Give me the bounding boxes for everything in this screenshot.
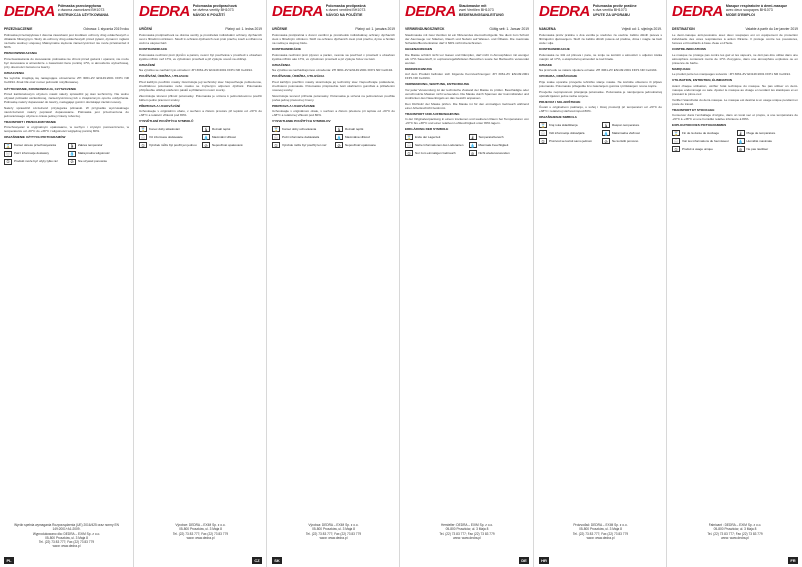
page-divider bbox=[666, 0, 667, 567]
pictogram-item bbox=[737, 138, 799, 144]
section-text: Staubmaske mit zwei Ventilen ist ein filtrierendes Atemschutzgerät. Sie dient zum Schutz der Atemwege vor Stäuben, Rauch und Nebeln auf Wasser- und Ölbasis. Die maximale Schadstoffkonzentration darf 4 NDS nicht überschreiten. bbox=[405, 33, 529, 46]
intro-title: URČENÍ bbox=[139, 27, 152, 31]
manufacturer-line: www: www.dedra.pl bbox=[319, 535, 348, 540]
product-title bbox=[193, 4, 237, 17]
product-title bbox=[326, 4, 366, 17]
product-title-line: Masque respiratoire à demi-masque bbox=[725, 4, 788, 8]
pictogram-item bbox=[469, 134, 530, 140]
pictogram-icon: 🌡 bbox=[603, 122, 609, 128]
section-text: Pred každým použitím masky skontrolujte jej technický stav. Nepoužívajte poškodenú, znečistenú polomasku. Polomasku prispôsobte tvári utiahnutím gumičiek a pritlačením nosovej svorky. bbox=[272, 79, 395, 93]
manufacturer-line: www: www.dedra.pl bbox=[52, 544, 81, 549]
product-title-line: s dvomi ventilmi BH1073 bbox=[325, 8, 366, 13]
pictogram-item bbox=[272, 126, 332, 132]
pictogram-item bbox=[139, 134, 199, 140]
pictogram-icon: ⓘ bbox=[6, 150, 10, 156]
pictogram-label: Koniec doby uchovávania bbox=[282, 126, 317, 131]
pictogram-item bbox=[272, 134, 332, 140]
section-text: Na proizvodu se nalaze sljedeće oznake: ZH 3061-ZV EN149:2001 FFP1 NR Ce0194. bbox=[539, 68, 658, 73]
product-title-line: Staubmaske mit bbox=[458, 4, 487, 8]
product-title bbox=[726, 4, 787, 17]
language-tab: HR bbox=[539, 557, 549, 564]
manufacturer-line: 05-800 Pruszków, ul. 3 Maja 8 bbox=[445, 527, 489, 532]
pictogram-label: Maximální vlhkost bbox=[212, 134, 236, 139]
section-heading: KONTRAINDIKACIJE bbox=[539, 47, 570, 52]
manufacturer-info bbox=[672, 523, 798, 540]
pictogram-item bbox=[672, 130, 734, 136]
pictogram-icon: 💧 bbox=[603, 130, 609, 136]
pictogram-label: Nepoužívať opakovane bbox=[345, 142, 376, 147]
section-heading: UPORABA, ODRŽAVANJE bbox=[539, 74, 578, 79]
pictogram-label: Nie używać ponownie bbox=[78, 158, 108, 163]
section-heading: CONTRE-INDICATIONS bbox=[672, 47, 706, 52]
product-title-line: NÁVOD NA POUŽITIE bbox=[325, 12, 363, 17]
pictogram-icon: ① bbox=[4, 159, 12, 165]
section-text: In der Originalverpackung in einem trockenen und sauberen Raum bei Temperaturen von -20°C bis +38°C und einer relativen Luftfeuchtigkeit unter 80% lagern. bbox=[405, 117, 529, 126]
section-text: Zkontrolujte těsnost přilnutí polomasky. Polomaska je určena k jednorázovému použití během jedné pracovní směny. bbox=[139, 93, 262, 102]
validity-date: Vrijedi od: 1. siječnja 2019. bbox=[621, 27, 662, 31]
validity-date: Odnowa: 1 stycznia 2019 roku bbox=[83, 27, 129, 31]
product-title-line: UPUTE ZA UPORABU bbox=[592, 12, 630, 17]
section-heading: VYSVETLENIE POUŽITÝCH SYMBOLOV bbox=[272, 119, 331, 124]
product-title-line: Półmaska przeciwpyłowa bbox=[57, 4, 101, 8]
pictogram-icon: 🌡 bbox=[69, 142, 75, 148]
section-heading: PRZECIWWSKAZANIA bbox=[4, 51, 38, 56]
language-tab: FR bbox=[788, 557, 798, 564]
page-header bbox=[405, 4, 529, 26]
section-heading: TRANSPORT I PRZECHOWYWANIE bbox=[4, 119, 57, 124]
pictogram-label: Viz informace dodavatele bbox=[149, 134, 183, 139]
pictogram-label: Nicht wiederverwenden bbox=[478, 150, 510, 155]
page-header bbox=[672, 4, 798, 26]
pictogram-label: Vidi informacije dobavljača bbox=[549, 130, 585, 135]
section-text: Polumaska protiv prašine s dva ventila je sredstvo za osobnu zaštitu dišnih puteva s filtrirajućim djelovanjem. Služi za zaštitu dišnih puteva od prašine, dima i magle na bazi vode i ulja. bbox=[539, 33, 662, 46]
pictogram-label: Koniec okresu przechowywania bbox=[14, 142, 57, 147]
pictogram-label: Produit à usage unique bbox=[682, 146, 713, 151]
pictogram-label: Ne koristiti ponovno bbox=[612, 138, 639, 143]
pictogram-legend bbox=[4, 143, 129, 165]
section-heading: EXPLICATION DES PICTOGRAMMES bbox=[672, 123, 727, 128]
manufacturer-line: Výrobce: DEDRA – EXIM Sp. z o.o. bbox=[175, 523, 226, 527]
product-title-line: MODE D'EMPLOI bbox=[725, 12, 755, 17]
pictogram-label: Humidité maximale bbox=[746, 138, 773, 143]
pictogram-item bbox=[68, 159, 129, 165]
pictogram-icon: ① bbox=[405, 150, 413, 156]
pictogram-item bbox=[672, 146, 734, 152]
product-title-line: Polomaska protiprašná bbox=[325, 4, 366, 8]
pictogram-item bbox=[272, 142, 332, 148]
section-heading: PŘEPRAVA A UCHOVÁVÁNÍ bbox=[139, 103, 181, 108]
product-title bbox=[58, 4, 109, 17]
intro-title: PRZEZNACZENIE bbox=[4, 27, 33, 31]
manufacturer-line: 05-800 Pruszków, ul. 3 Maja 8 bbox=[179, 527, 222, 532]
pictogram-item bbox=[139, 126, 199, 132]
pictogram-icon: ⌛ bbox=[540, 122, 546, 128]
section-text: Skontrolujte tesnosť priľnutia polomasky. Polomaska je určená na jednorazové použitie počas jednej pracovnej zmeny. bbox=[272, 93, 395, 102]
section-heading: UŻYTKOWANIE, KONSERWACJA, CZYSZCZENIE bbox=[4, 86, 77, 91]
pictogram-label: Siehe Informationen des Lieferanten bbox=[415, 142, 464, 147]
section-heading: KONTRAINDIKÁCIE bbox=[272, 47, 302, 52]
pictogram-item bbox=[4, 151, 65, 157]
manufacturer-line: 05-800 Pruszków, ul. 3 Maja 8 bbox=[312, 527, 355, 532]
section-heading: TRANSPORT UND AUFBEWAHRUNG bbox=[405, 111, 460, 116]
instructions-body bbox=[672, 33, 798, 127]
section-heading: KONTRAINDIKACE bbox=[139, 47, 168, 52]
pictogram-item bbox=[202, 134, 262, 140]
pictogram-label: Rozsah teplot bbox=[212, 126, 231, 131]
section-heading: ERKLÄRUNG DER SYMBOLE bbox=[405, 127, 449, 132]
manufacturer-line: Hersteller: DEDRA – EXIM Sp. z o.o. bbox=[440, 523, 494, 527]
manufacturer-line: 05-800 Pruszków, ul. 3 Maja 8 bbox=[45, 535, 88, 540]
validity-date: Valable à partir du 1er janvier 2019 bbox=[745, 27, 798, 31]
pictogram-label: Proizvod se koristi samo jednom bbox=[549, 138, 593, 143]
pictogram-icon: ⓘ bbox=[541, 130, 545, 136]
manufacturer-info bbox=[272, 523, 395, 540]
page-divider bbox=[266, 0, 267, 567]
manual-page bbox=[135, 0, 266, 567]
pictogram-icon: ① bbox=[272, 142, 280, 148]
manual-page bbox=[535, 0, 666, 567]
section-text: Vor jeder Verwendung ist der technische Zustand der Maske zu prüfen. Beschädigte oder verschmutzte Masken nicht verwenden. Die Maske durch Spannen der Gummibänder und Andrücken des Nasenbügels an das Gesicht anpassen. bbox=[405, 88, 529, 101]
section-intro bbox=[405, 27, 529, 31]
pictogram-item bbox=[68, 151, 129, 157]
section-text: Należy sprawdzić szczelność przylegania półmaski. W przypadku wyczuwalnego nieszczelności należy poprawić dopasowanie. Półmaska jest przeznaczona do jednorazowego użycia w czasie jednej zmiany roboczej. bbox=[4, 105, 129, 118]
section-text: Na výrobku se nachází tyto označení: ZH 3061-ZV EN149:2001 FFP1 NR Ce0194. bbox=[139, 68, 253, 73]
section-text: Polumaska ne štiti od plinova i para, ne smije se koristiti u atmosferi s udjelom kisika manjim od 17%, u eksplozivnoj atmosferi te kod brade. bbox=[539, 52, 662, 61]
instructions-body bbox=[4, 33, 129, 140]
pictogram-item bbox=[68, 143, 129, 149]
manual-page bbox=[401, 0, 533, 567]
section-text: Półmaska przeciwpyłowa z dwoma zaworkami jest środkiem ochrony dróg oddechowych o działaniu filtracyjnym. Służy do ochrony dróg oddechowych przed pyłami, dymami i mgłami na bazie wodnej i olejowej. Maksymalne stężenie zanieczyszczeń nie może przekraczać 4 NDS. bbox=[4, 33, 129, 50]
manual-page bbox=[0, 0, 133, 567]
page-divider bbox=[399, 0, 400, 567]
section-text: Uchovávajte v originálnom obale, v suchom a čistom priestore pri teplote od -20°C do +38°C a relatívnej vlhkosti pod 80%. bbox=[272, 109, 395, 118]
pictogram-icon: ⓘ bbox=[674, 138, 678, 144]
section-text: Provjerite nepropusnost prianjanja polumaske. Polumaska je namijenjena jednokratnoj uporabi tijekom jedne radne smjene. bbox=[539, 89, 662, 98]
pictogram-icon: ⓘ bbox=[141, 134, 145, 140]
section-text: Przeciwwskazania do stosowania: półmaska nie chroni przed gazami i oparami, nie może być stosowana w atmosferze o zawartości tlenu poniżej 17%, w atmosferze wybuchowej, przy obecności zarostu na twarzy. bbox=[4, 56, 129, 69]
page-header bbox=[539, 4, 662, 26]
pictogram-icon: ① bbox=[539, 138, 547, 144]
pictogram-item bbox=[469, 142, 530, 148]
section-text: Die Maske schützt nicht vor Gasen und Dämpfen, darf nicht in Atmosphären mit weniger als 17% Sauerstoff, in explosionsgefährdeten Bereichen sowie bei Bartwuchs verwendet werden. bbox=[405, 52, 529, 65]
pictogram-item bbox=[539, 122, 599, 128]
section-heading: POUŽÍVANIE, ÚDRŽBA, UTILIZÁCIA bbox=[272, 74, 325, 79]
language-tab: CZ bbox=[252, 557, 262, 564]
pictogram-legend bbox=[272, 126, 395, 148]
section-text: Le demi-masque anti-poussière avec deux soupapes est un équipement de protection individuelle des voies respiratoires à action filtrante. Il protège contre les poussières, fumées et brouillards à base d'eau et d'huile. bbox=[672, 33, 798, 46]
instructions-body bbox=[405, 33, 529, 131]
section-text: Polomaska nechrání proti plynům a parám, nesmí být používána v prostředí s obsahem kyslíku nižším než 17%, ve výbušném prostředí a při výskytu vousů na obličeji. bbox=[139, 52, 262, 61]
intro-title: DESTINATION bbox=[672, 27, 695, 31]
pictogram-label: Maximálna vlhkosť bbox=[345, 134, 370, 139]
manufacturer-line: Wyprodukowano dla: DEDRA – EXIM Sp. z o.o. bbox=[32, 531, 101, 536]
section-heading: OZNAČENÍ bbox=[139, 62, 156, 67]
section-heading: KENNZEICHNUNG bbox=[405, 66, 433, 71]
pictogram-label: Plage de température bbox=[746, 130, 776, 135]
product-title-line: avec deux soupapes BH1073 bbox=[725, 8, 773, 13]
pictogram-icon: ⊘ bbox=[335, 142, 343, 148]
language-tab: DE bbox=[519, 557, 529, 564]
pictogram-icon: ⊘ bbox=[202, 142, 210, 148]
intro-title: VERWENDUNGSZWECK bbox=[405, 27, 445, 31]
product-title-line: z dwoma zaworkami BH1073 bbox=[57, 8, 105, 13]
manufacturer-line: 05-800 Pruszków, ul. 3 Maja 8 bbox=[579, 527, 622, 532]
pictogram-item bbox=[672, 138, 734, 144]
section-heading: MARQUAGE bbox=[672, 66, 691, 71]
section-heading: VYSVĚTLENÍ POUŽITÝCH SYMBOLŮ bbox=[139, 119, 194, 124]
pictogram-item bbox=[737, 146, 799, 152]
manufacturer-line: Tel. (22) 73 83 777; Fax (22) 73 83 779 bbox=[707, 531, 763, 536]
pictogram-icon: 💧 bbox=[69, 150, 75, 156]
section-text: Przechowywać w oryginalnym opakowaniu, w suchym i czystym pomieszczeniu, w temperaturze od -20°C do +38°C i wilgotności względnej poniżej 80%. bbox=[4, 125, 129, 134]
page-divider bbox=[533, 0, 534, 567]
validity-date: Platný od: 1. januára 2019 bbox=[355, 27, 395, 31]
pictogram-label: Ne pas réutiliser bbox=[746, 146, 769, 151]
manual-page bbox=[668, 0, 802, 567]
pictogram-item bbox=[539, 130, 599, 136]
pictogram-icon: 💧 bbox=[336, 134, 342, 140]
pictogram-legend bbox=[672, 130, 798, 152]
language-tab: PL bbox=[4, 557, 14, 564]
pictogram-item bbox=[602, 130, 662, 136]
pictogram-icon: ⓘ bbox=[274, 134, 278, 140]
pictogram-item bbox=[737, 130, 799, 136]
manufacturer-info bbox=[405, 523, 529, 540]
manufacturer-line: Tel. (22) 73 83 777; Fax (22) 73 83 779 bbox=[439, 531, 495, 536]
pictogram-label: Patrz informacje dostawcy bbox=[14, 150, 50, 155]
section-text: Conserver dans l'emballage d'origine, dans un local sec et propre, à une température de -20°C à +38°C et une humidité relative inférieure à 80%. bbox=[672, 113, 798, 122]
manufacturer-line: Tel. (22) 73 83 777; Fax (22) 73 83 779 bbox=[572, 531, 629, 536]
pictogram-icon: 🌡 bbox=[336, 126, 342, 132]
section-heading: PRIJEVOZ I SKLADIŠTENJE bbox=[539, 99, 581, 104]
manufacturer-line: www: www.dedra.pl bbox=[586, 535, 615, 540]
manufacturer-info bbox=[539, 523, 662, 540]
section-heading: GEGENANZEIGEN bbox=[405, 47, 433, 52]
validity-date: Gültig seit: 1. Januar 2019 bbox=[489, 27, 529, 31]
pictogram-icon: ⊘ bbox=[602, 138, 610, 144]
intro-title: URČENIE bbox=[272, 27, 288, 31]
section-heading: OZNACZENIA bbox=[4, 70, 25, 75]
pictogram-icon: ⊘ bbox=[469, 150, 477, 156]
pictogram-icon: ⓘ bbox=[407, 142, 411, 148]
section-text: Vérifier l'étanchéité du demi-masque. Le masque est destiné à un usage unique pendant un poste de travail. bbox=[672, 97, 798, 106]
pictogram-legend bbox=[405, 134, 529, 156]
pictogram-icon: ① bbox=[139, 142, 147, 148]
section-heading: PREPRAVA A UCHOVÁVANIE bbox=[272, 103, 315, 108]
pictogram-label: Maksymalna wilgotność bbox=[78, 150, 110, 155]
pictogram-item bbox=[405, 134, 466, 140]
section-intro bbox=[139, 27, 262, 31]
manufacturer-line: Tel. (22) 73 83 777; Fax (22) 73 83 779 bbox=[305, 531, 362, 536]
manufacturer-line: Wyrób spełnia wymagania Rozporządzenia (UE) 2016/425 oraz normy EN 149:2001+A1:2009. bbox=[14, 523, 119, 532]
pictogram-label: Pozri informácie dodávateľa bbox=[282, 134, 320, 139]
pictogram-label: Fin de la durée de stockage bbox=[682, 130, 720, 135]
section-text: Le masque ne protège pas contre les gaz et les vapeurs, ne doit pas être utilisé dans une atmosphère contenant moins de 17% d'oxygène, dans une atmosphère explosive ou en présence de barbe. bbox=[672, 52, 798, 65]
page-header bbox=[4, 4, 129, 26]
pictogram-label: Maksimalna vlažnost bbox=[612, 130, 640, 135]
section-text: Před každým použitím masky zkontrolujte její technický stav. Nepoužívejte poškozenou, znečištěnou polomasku nebo masku se zvýšeným odporem dýchání. Polomasku přizpůsobte obličeji utažením pásků a přitlačením nosní svorky. bbox=[139, 79, 262, 93]
pictogram-item bbox=[335, 126, 395, 132]
section-text: Polomaska nechráni proti plynom a parám, nesmie sa používať v prostredí s obsahom kyslíka nižším ako 17%, vo výbušnom prostredí a pri výskyte fúzov na tvári. bbox=[272, 52, 395, 61]
pictogram-icon: ① bbox=[672, 146, 680, 152]
pictogram-icon: 💧 bbox=[203, 134, 209, 140]
pictogram-icon: 🌡 bbox=[469, 134, 476, 140]
brand-logo: DEDRA bbox=[672, 3, 723, 20]
pictogram-item bbox=[335, 142, 395, 148]
manufacturer-line: Tel. (22) 73 83 777; Fax (22) 73 83 779 bbox=[38, 540, 95, 545]
page-header bbox=[139, 4, 262, 26]
product-title-line: NÁVOD K POUŽITÍ bbox=[192, 12, 225, 17]
section-text: Polomaska protiprachová se dvěma ventily je prostředek individuální ochrany dýchacích cest s filtračním účinkem. Slouží k ochraně dýchacích cest proti prachu, kouři a mlhám na vodní a olejové bázi. bbox=[139, 33, 262, 46]
product-title-line: Polomaska protiprachová bbox=[192, 4, 237, 8]
product-title-line: BEDIENUNGSANLEITUNG bbox=[458, 12, 504, 17]
product-title-line: Polumaska protiv prašine bbox=[592, 4, 637, 8]
pictogram-label: Ende der Lagerzeit bbox=[415, 134, 441, 139]
pictogram-item bbox=[4, 159, 65, 165]
product-title bbox=[459, 4, 504, 17]
pictogram-label: Zakres temperatur bbox=[78, 142, 103, 147]
product-title-line: INSTRUKCJA UŻYTKOWANIA bbox=[57, 12, 109, 17]
pictogram-item bbox=[539, 138, 599, 144]
pictogram-icon: ⌛ bbox=[406, 134, 412, 140]
instructions-body bbox=[539, 33, 662, 119]
pictogram-label: Produkt może być użyty tylko raz bbox=[14, 158, 58, 163]
section-heading: TRANSPORT ET STOCKAGE bbox=[672, 107, 715, 112]
pictogram-label: Raspon temperature bbox=[612, 122, 640, 127]
pictogram-icon: ⌛ bbox=[273, 126, 279, 132]
pictogram-item bbox=[469, 150, 530, 156]
pictogram-label: Konec doby skladování bbox=[149, 126, 181, 131]
section-intro bbox=[539, 27, 662, 31]
validity-date: Platný od: 1. ledna 2019 bbox=[225, 27, 262, 31]
pictogram-legend bbox=[139, 126, 262, 148]
product-title-line: s dva ventila BH1073 bbox=[592, 8, 627, 13]
page-header bbox=[272, 4, 395, 26]
section-heading: OZNAKE bbox=[539, 62, 553, 67]
pictogram-item bbox=[202, 126, 262, 132]
product-title bbox=[593, 4, 637, 17]
section-text: Na výrobku sa nachádzajú tieto označenia: ZH 3061-ZV EN149:2001 FFP1 NR Ce0194. bbox=[272, 68, 394, 73]
manual-page bbox=[268, 0, 399, 567]
section-intro bbox=[272, 27, 395, 31]
product-title-line: zwei Ventilen BH1073 bbox=[458, 8, 494, 13]
pictogram-icon: ⌛ bbox=[673, 130, 679, 136]
section-text: Avant chaque utilisation, vérifier l'état technique du masque. Ne pas utiliser un demi-masque endommagé ou sale. Ajuster le masque au visage en tendant les élastiques et en pressant le pince-nez. bbox=[672, 83, 798, 97]
pictogram-label: Nepoužívat opakovaně bbox=[212, 142, 243, 147]
section-text: Przed każdorazowym użyciem maski należy sprawdzić jej stan techniczny. Nie wolno używać półmaski uszkodzonej, zanieczyszczonej lub o zwiększonym oporze oddychania. Półmaskę należy dopasować do twarzy, naciągając gumki i dociskając zacisk nosowy. bbox=[4, 92, 129, 105]
manufacturer-line: Tel. (22) 73 83 777; Fax (22) 73 83 779 bbox=[172, 531, 229, 536]
section-intro bbox=[4, 27, 129, 31]
section-text: Le produit porte les marquages suivants : ZH 3061-ZV EN149:2001 FFP1 NR Ce0194. bbox=[672, 72, 791, 77]
pictogram-icon: 💧 bbox=[738, 138, 743, 144]
pictogram-item bbox=[405, 150, 466, 156]
brand-logo: DEDRA bbox=[405, 3, 456, 20]
product-title-line: se dvěma ventily BH1073 bbox=[192, 8, 234, 13]
pictogram-label: Temperaturbereich bbox=[478, 134, 504, 139]
pictogram-icon: ⊘ bbox=[737, 146, 745, 152]
pictogram-item bbox=[4, 143, 65, 149]
instructions-body bbox=[272, 33, 395, 123]
section-heading: UTILISATION, ENTRETIEN, ÉLIMINATION bbox=[672, 78, 733, 83]
section-text: Den Dichtsitz der Maske prüfen. Die Maske ist für den einmaligen Gebrauch während einer Arbeitsschicht bestimmt. bbox=[405, 101, 529, 110]
brand-logo: DEDRA bbox=[139, 3, 190, 20]
pictogram-label: Voir les informations du fournisseur bbox=[682, 138, 729, 143]
section-heading: OZNAČENIA bbox=[272, 62, 291, 67]
section-heading: VERWENDUNG, WARTUNG, ENTSORGUNG bbox=[405, 82, 470, 87]
pictogram-label: Nur zum einmaligen Gebrauch bbox=[415, 150, 456, 155]
instructions-body bbox=[139, 33, 262, 123]
pictogram-icon: 🌡 bbox=[203, 126, 209, 132]
pictogram-item bbox=[602, 138, 662, 144]
section-text: Polomaska protiprašná s dvomi ventilmi je prostriedok individuálnej ochrany dýchacích ciest s filtračným účinkom. Slúži na ochranu dýchacích ciest proti prachu, dymu a hmlám na vodnej a olejovej báze. bbox=[272, 33, 395, 46]
manufacturer-line: www: www.dedra.pl bbox=[453, 535, 481, 540]
pictogram-item bbox=[602, 122, 662, 128]
brand-logo: DEDRA bbox=[272, 3, 323, 20]
pictogram-item bbox=[139, 142, 199, 148]
pictogram-icon: ⌛ bbox=[5, 142, 11, 148]
pictogram-icon: 💧 bbox=[470, 142, 475, 148]
section-text: Auf dem Produkt befinden sich folgende Kennzeichnungen: ZH 3061-ZV EN149:2001 FFP1 NR Ce0194. bbox=[405, 72, 529, 81]
section-text: Čuvati u originalnom pakiranju, u suhoj i čistoj prostoriji pri temperaturi od -20°C do +38°C i relativnoj vlažnosti ispod 80%. bbox=[539, 105, 662, 114]
manufacturer-info bbox=[4, 523, 129, 549]
section-text: Uchovávejte v originálním obalu, v suchém a čistém prostoru při teplotě od -20°C do +38°C a relativní vlhkosti pod 80%. bbox=[139, 109, 262, 118]
section-heading: OBJAŠNJENJE SIMBOLA bbox=[539, 115, 577, 120]
manufacturer-line: Fabricant : DEDRA – EXIM Sp. z o.o. bbox=[708, 523, 762, 527]
pictogram-icon: ⌛ bbox=[140, 126, 146, 132]
language-tab: SK bbox=[272, 557, 282, 564]
pictogram-label: Maximale Feuchtigkeit bbox=[478, 142, 509, 147]
page-divider bbox=[133, 0, 134, 567]
intro-title: NAMJENA bbox=[539, 27, 556, 31]
manufacturer-line: Výrobca: DEDRA – EXIM Sp. z o.o. bbox=[308, 523, 359, 527]
pictogram-item bbox=[202, 142, 262, 148]
pictogram-label: Výrobok môže byť použitý len raz bbox=[282, 142, 327, 147]
manufacturer-line: 05-800 Pruszków, ul. 3 Maja 8 bbox=[713, 527, 757, 532]
brand-logo: DEDRA bbox=[4, 3, 55, 20]
brand-logo: DEDRA bbox=[539, 3, 590, 20]
manufacturer-line: www: www.dedra.pl bbox=[721, 535, 749, 540]
pictogram-item bbox=[335, 134, 395, 140]
section-heading: POUŽÍVÁNÍ, ÚDRŽBA, UTILIZACE bbox=[139, 74, 189, 79]
section-intro bbox=[672, 27, 798, 31]
section-heading: OBJAŚNIENIE UŻYTYCH PIKTOGRAMÓW bbox=[4, 135, 66, 140]
pictogram-icon: 🌡 bbox=[737, 130, 744, 136]
manufacturer-line: Proizvođač: DEDRA – EXIM Sp. z o.o. bbox=[573, 523, 628, 527]
manufacturer-line: www: www.dedra.pl bbox=[186, 535, 215, 540]
pictogram-item bbox=[405, 142, 466, 148]
section-text: Na wyrobie znajdują się następujące oznaczenia: ZH 3061-ZV EN149:2001 FFP1 NR Ce0194. Znak CE oraz numer jednostki notyfikowanej. bbox=[4, 76, 129, 85]
pictogram-icon: ⊘ bbox=[68, 159, 76, 165]
section-text: Prije svake uporabe provjerite tehničko stanje maske. Ne koristite oštećenu ili prljavu polumasku. Polumasku prilagodite licu zatezanjem gumica i pritiskanjem nosne kopče. bbox=[539, 79, 662, 88]
pictogram-label: Výrobek může být použit jen jednou bbox=[149, 142, 197, 147]
pictogram-label: Kraj roka skladištenja bbox=[549, 122, 578, 127]
manufacturer-info bbox=[139, 523, 262, 540]
pictogram-label: Rozsah teplôt bbox=[345, 126, 364, 131]
pictogram-legend bbox=[539, 122, 662, 144]
